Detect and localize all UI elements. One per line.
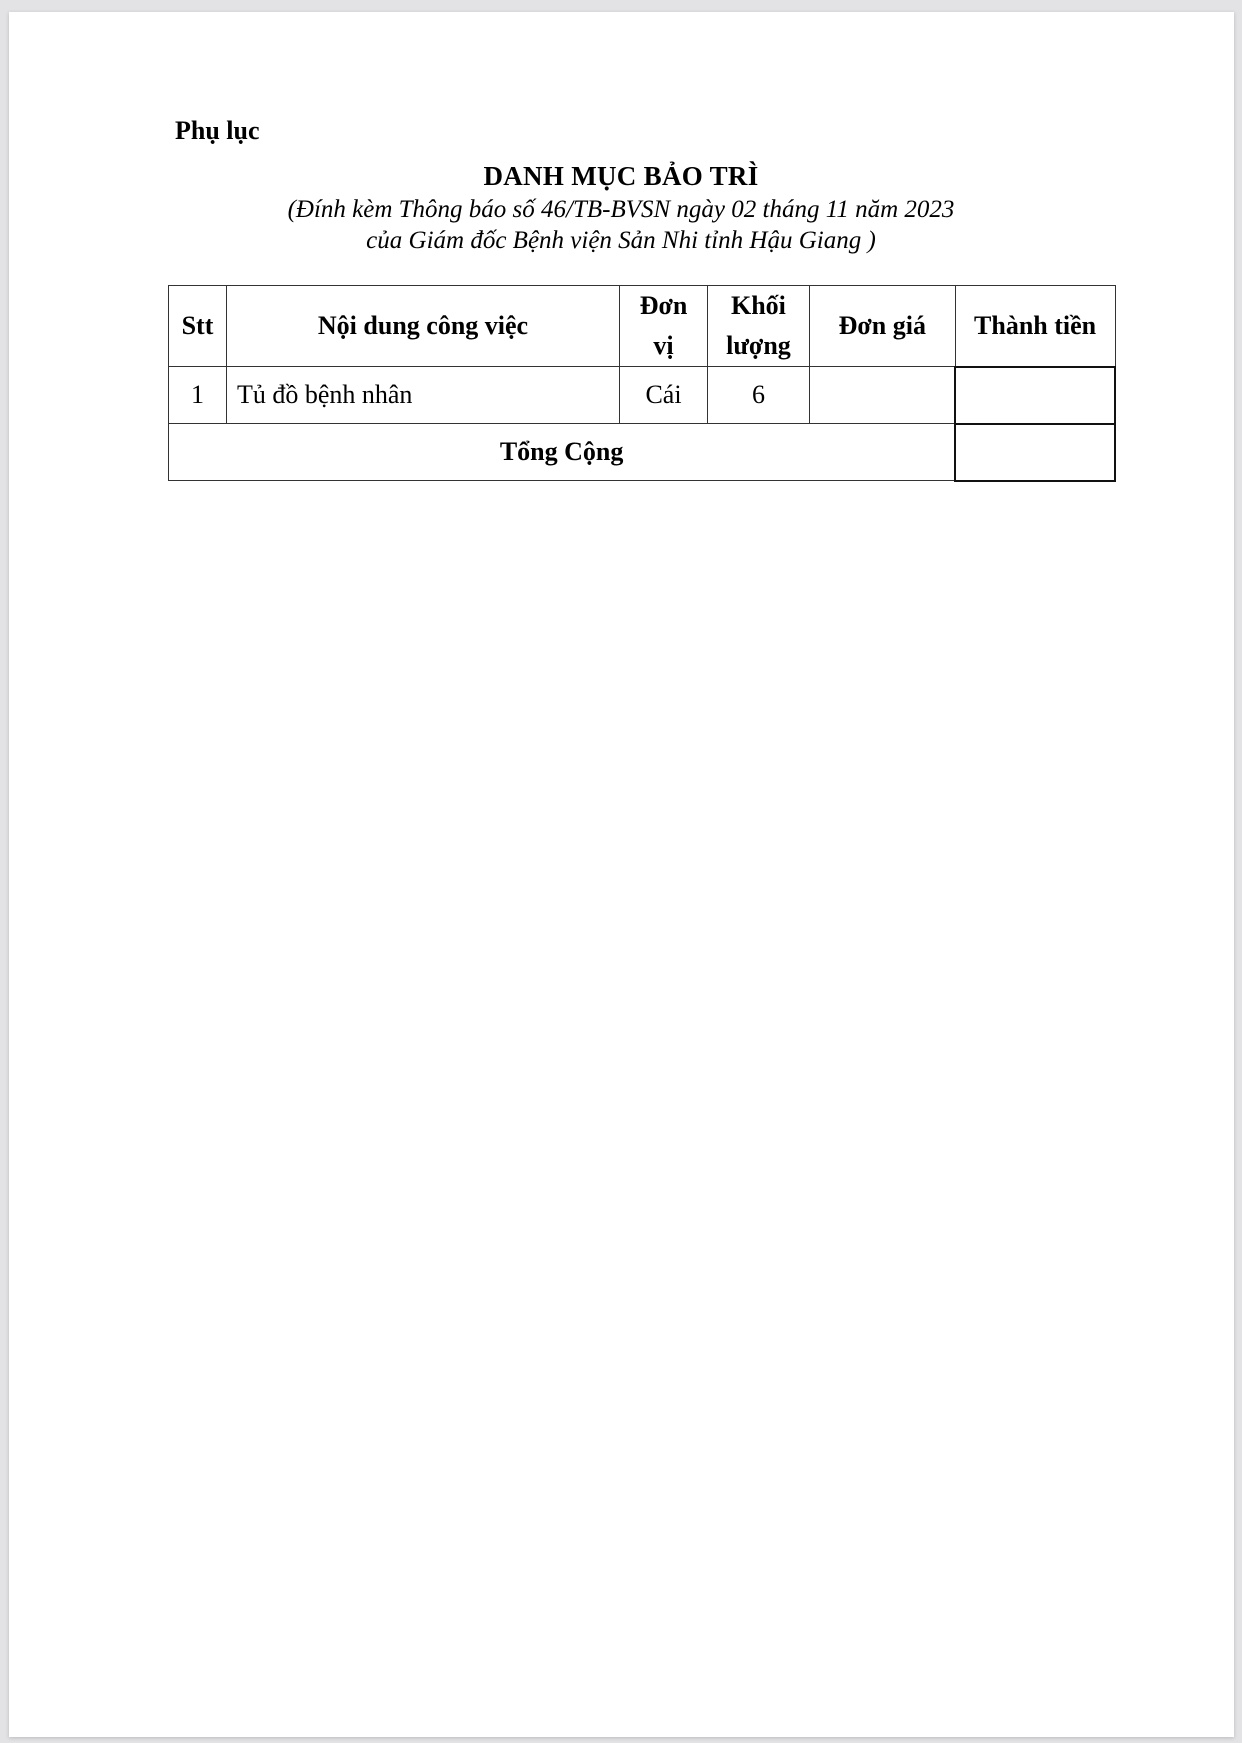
cell-unit: Cái: [620, 367, 708, 424]
header-quantity-line1: Khối: [730, 291, 786, 320]
maintenance-table: [168, 285, 1116, 482]
header-unit-line2: vị: [653, 331, 674, 360]
appendix-label: Phụ lục: [175, 116, 260, 145]
header-amount: Thành tiền: [955, 286, 1115, 367]
header-unit-price: Đơn giá: [809, 286, 955, 367]
header-content: Nội dung công việc: [226, 286, 619, 367]
total-label: Tổng Cộng: [169, 424, 956, 481]
cell-amount: [955, 367, 1115, 424]
document-subtitle: [0, 194, 1242, 256]
header-quantity-line2: lượng: [726, 331, 791, 360]
subtitle-line-1: (Đính kèm Thông báo số 46/TB-BVSN ngày 02 tháng 11 năm 2023: [287, 196, 955, 223]
cell-quantity: 6: [707, 367, 809, 424]
cell-content: Tủ đồ bệnh nhân: [226, 367, 619, 424]
header-stt: Stt: [169, 286, 227, 367]
header-unit-line1: Đơn: [639, 291, 688, 320]
total-amount: [955, 424, 1115, 481]
header-quantity: [707, 286, 809, 367]
document-page: [9, 12, 1234, 1737]
table-total-row: [169, 424, 1116, 481]
table-header-row: [169, 286, 1116, 367]
cell-unit-price: [809, 367, 955, 424]
subtitle-line-2: của Giám đốc Bệnh viện Sản Nhi tỉnh Hậu Giang ): [366, 227, 876, 254]
header-unit: [620, 286, 708, 367]
document-title: DANH MỤC BẢO TRÌ: [483, 161, 759, 191]
cell-stt: 1: [169, 367, 227, 424]
table-row: [169, 367, 1116, 424]
